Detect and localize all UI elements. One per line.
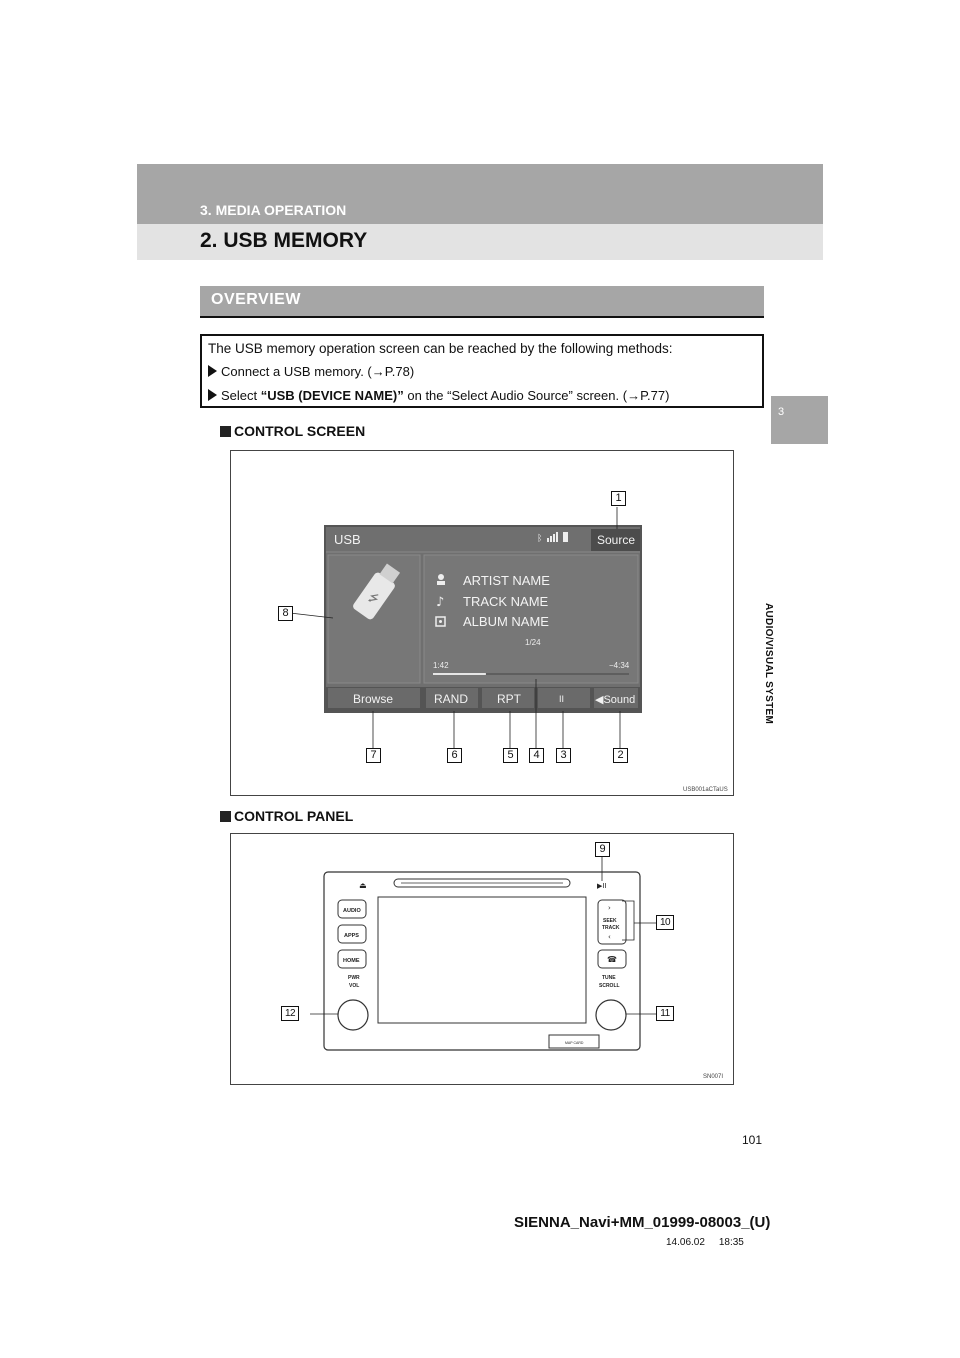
track-icon: ♪: [436, 595, 445, 610]
track-count: 1/24: [525, 638, 541, 647]
vol-label: VOL: [349, 983, 360, 989]
eject-button[interactable]: ⏏: [359, 881, 367, 890]
page-title: 2. USB MEMORY: [200, 229, 368, 252]
callout-6: 6: [447, 748, 462, 763]
overview-intro: The USB memory operation screen can be reached by the following methods:: [208, 341, 673, 356]
callout-12: 12: [281, 1006, 299, 1021]
chapter-title: AUDIO/VISUAL SYSTEM: [763, 603, 774, 725]
tune-label: TUNE: [602, 975, 616, 981]
overview-method-1: Connect a USB memory. (→P.78): [208, 364, 414, 379]
bullet-arrow-icon: [208, 365, 217, 377]
repeat-button-label: RPT: [497, 692, 521, 706]
track-label: TRACK: [602, 925, 620, 931]
control-panel-figure: [230, 833, 734, 1085]
screen-title: USB: [334, 532, 361, 547]
media-icon-panel: [328, 555, 420, 683]
seek-next-icon: ›: [608, 904, 611, 912]
callout-2: 2: [613, 748, 628, 763]
bluetooth-icon: ᛒ: [537, 534, 543, 544]
print-timestamp: 14.06.02 18:35: [666, 1237, 744, 1248]
callout-4: 4: [529, 748, 544, 763]
album-name: ALBUM NAME: [463, 614, 549, 629]
overview-method-2: Select “USB (DEVICE NAME)” on the “Select Audio Source” screen. (→P.77): [208, 388, 669, 403]
callout-5: 5: [503, 748, 518, 763]
document-id: SIENNA_Navi+MM_01999-08003_(U): [514, 1214, 771, 1231]
control-panel-illustration: [231, 834, 735, 1086]
apps-button-label: APPS: [344, 933, 359, 939]
artist-icon: [438, 574, 444, 580]
square-bullet-icon: [220, 811, 231, 822]
elapsed-time: 1:42: [433, 661, 449, 670]
browse-button-label: Browse: [353, 692, 394, 706]
pause-button-label: II: [559, 694, 565, 704]
overview-box: [200, 334, 764, 408]
callout-10: 10: [656, 915, 674, 930]
battery-icon: [563, 532, 568, 542]
control-screen-illustration: [231, 451, 735, 797]
play-pause-button[interactable]: ▶II: [597, 882, 607, 890]
callout-11: 11: [656, 1006, 674, 1021]
callout-3: 3: [556, 748, 571, 763]
home-button-label: HOME: [343, 958, 360, 964]
chapter-number: 3: [778, 406, 785, 418]
seek-prev-icon: ‹: [608, 933, 611, 941]
square-bullet-icon: [220, 426, 231, 437]
seek-label: SEEK: [603, 918, 617, 924]
touch-display[interactable]: [378, 897, 586, 1023]
artist-name: ARTIST NAME: [463, 573, 550, 588]
page-number: 101: [742, 1133, 763, 1147]
overview-heading: [200, 286, 764, 316]
audio-button-label: AUDIO: [343, 908, 361, 914]
page-reference: →P.78: [371, 364, 410, 379]
usb-device-name-label: “USB (DEVICE NAME)”: [260, 388, 404, 403]
remaining-time: −4:34: [609, 661, 630, 670]
figure-code: USB001aCTaUS: [683, 787, 728, 793]
track-name: TRACK NAME: [463, 594, 549, 609]
section-label: 3. MEDIA OPERATION: [200, 202, 347, 218]
control-screen-heading: CONTROL SCREEN: [220, 423, 365, 439]
pwr-label: PWR: [348, 975, 360, 981]
figure-code: SN007I: [703, 1074, 724, 1080]
tune-scroll-knob[interactable]: [596, 1000, 626, 1030]
chapter-tab: [771, 396, 828, 444]
page-reference: →P.77: [627, 388, 666, 403]
sound-button-label: ◀Sound: [595, 694, 636, 706]
overview-heading-text: OVERVIEW: [211, 291, 301, 308]
svg-text:⭍: ⭍: [365, 589, 382, 607]
power-volume-knob[interactable]: [338, 1000, 368, 1030]
scroll-label: SCROLL: [599, 983, 620, 989]
callout-8: 8: [278, 606, 293, 621]
callout-1: 1: [611, 491, 626, 506]
progress-fill: [433, 673, 486, 675]
bullet-arrow-icon: [208, 389, 217, 401]
callout-9: 9: [595, 842, 610, 857]
source-button-label: Source: [597, 533, 636, 547]
overview-rule: [200, 316, 764, 318]
control-screen-figure: [230, 450, 734, 796]
control-panel-heading: CONTROL PANEL: [220, 808, 353, 824]
phone-icon: ☎: [607, 955, 617, 964]
random-button-label: RAND: [434, 692, 469, 706]
sd-card-label: MAP CARD: [565, 1041, 584, 1045]
signal-icon: [547, 538, 549, 542]
callout-7: 7: [366, 748, 381, 763]
